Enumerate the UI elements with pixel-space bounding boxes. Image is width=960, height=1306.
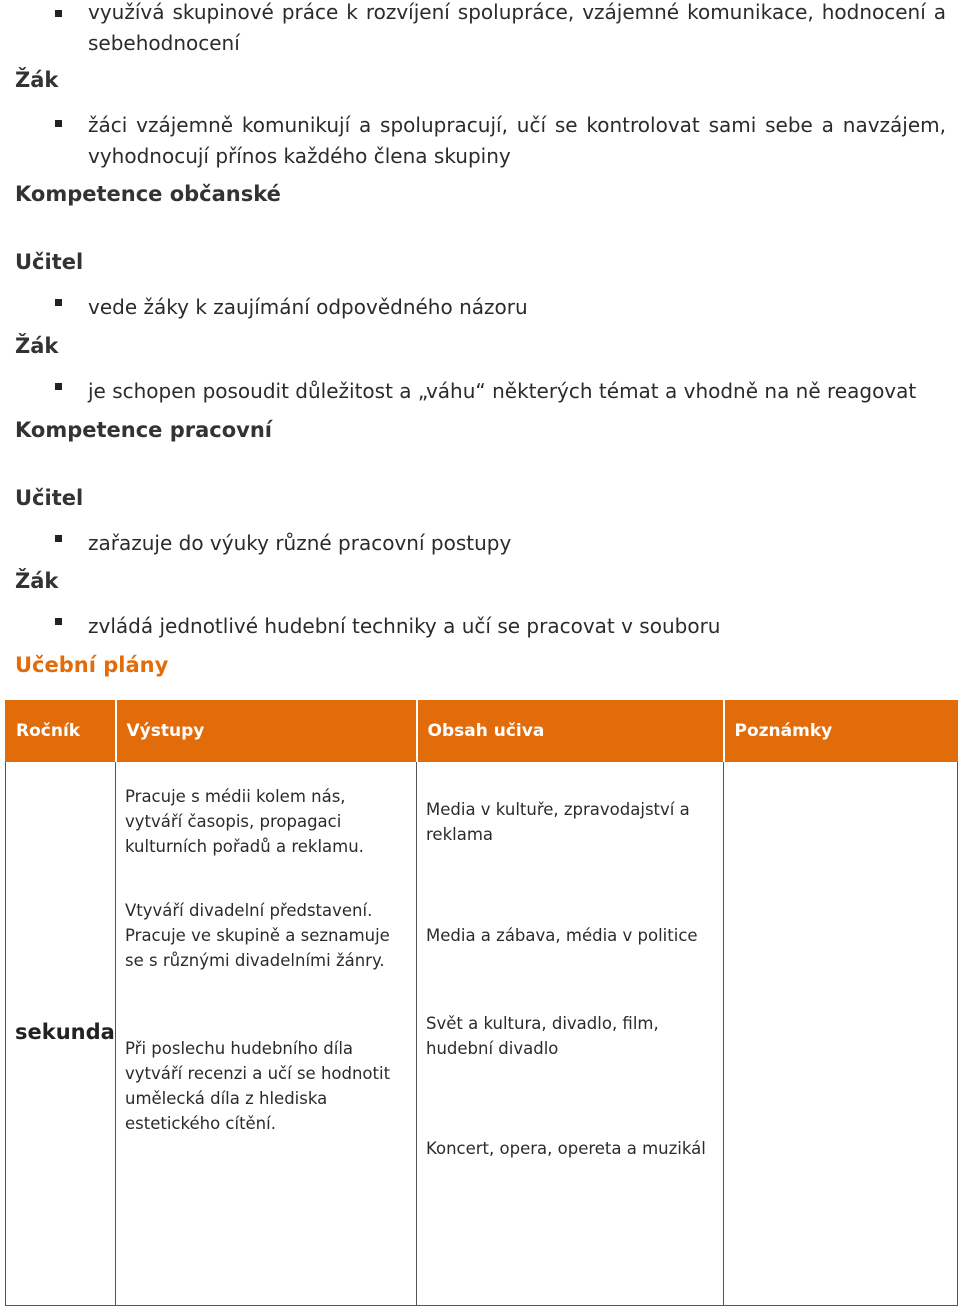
role-label: Žák <box>15 569 59 593</box>
section-heading: Kompetence pracovní <box>15 418 272 442</box>
content-item: Koncert, opera, opereta a muzikál <box>426 1139 706 1158</box>
column-header-rocnik: Ročník <box>6 701 116 762</box>
bullet-icon <box>55 535 62 542</box>
bullet-icon <box>55 120 62 127</box>
section-heading: Kompetence občanské <box>15 182 281 206</box>
bullet-icon <box>55 618 62 625</box>
competence-item: zařazuje do výuky různé pracovní postupy <box>88 531 512 555</box>
content-item: Media a zábava, média v politice <box>426 926 698 945</box>
table-row <box>6 762 958 1306</box>
content-cell <box>417 762 724 1306</box>
column-header-poznamky: Poznámky <box>724 701 958 762</box>
role-label: Učitel <box>15 486 84 510</box>
column-header-vystupy: Výstupy <box>116 701 417 762</box>
bullet-icon <box>55 299 62 306</box>
table-header-row <box>6 701 958 762</box>
content-item: Media v kultuře, zpravodajství a reklama <box>426 800 690 844</box>
curriculum-table <box>5 700 958 1306</box>
output-item: Pracuje s médii kolem nás, vytváří časopis, propagaci kulturních pořadů a reklamu. <box>125 787 364 856</box>
role-label: Žák <box>15 334 59 358</box>
competence-item: žáci vzájemně komunikují a spolupracují, učí se kontrolovat sami sebe a navzájem, vyhodnocují přínos každého člena skupiny <box>88 113 946 168</box>
column-header-obsah: Obsah učiva <box>417 701 724 762</box>
notes-cell <box>724 762 958 1306</box>
year-label: sekunda <box>15 1020 115 1044</box>
outputs-cell <box>116 762 417 1306</box>
output-item: Vtyváří divadelní představení. Pracuje ve skupině a seznamuje se s různými divadelními žánry. <box>125 901 390 970</box>
competence-item: využívá skupinové práce k rozvíjení spolupráce, vzájemné komunikace, hodnocení a sebehodnocení <box>88 0 946 55</box>
bullet-icon <box>55 383 62 390</box>
plans-heading: Učební plány <box>15 653 169 677</box>
competence-item: vede žáky k zaujímání odpovědného názoru <box>88 295 528 319</box>
competence-item: zvládá jednotlivé hudební techniky a učí se pracovat v souboru <box>88 614 721 638</box>
content-item: Svět a kultura, divadlo, film, hudební divadlo <box>426 1014 659 1058</box>
output-item: Při poslechu hudebního díla vytváří recenzi a učí se hodnotit umělecká díla z hlediska estetického cítění. <box>125 1039 391 1133</box>
role-label: Žák <box>15 68 59 92</box>
year-cell <box>6 762 116 1306</box>
role-label: Učitel <box>15 250 84 274</box>
competence-item: je schopen posoudit důležitost a „váhu“ některých témat a vhodně na ně reagovat <box>88 379 917 403</box>
bullet-icon <box>55 10 62 17</box>
